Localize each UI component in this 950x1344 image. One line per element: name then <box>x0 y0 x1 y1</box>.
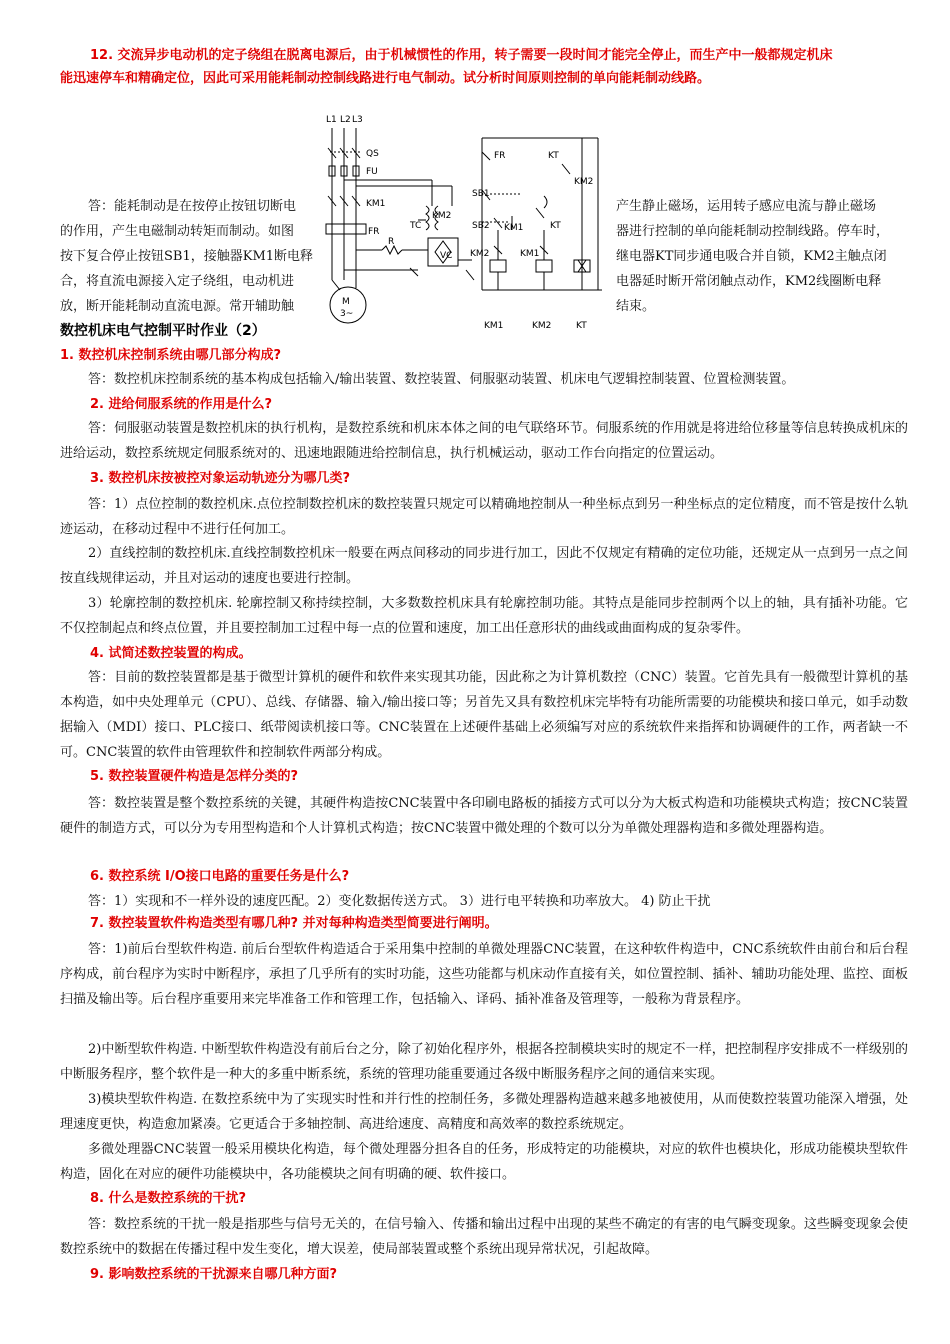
diagram-label: KM2 <box>532 321 552 331</box>
section-heading: 数控机床电气控制平时作业（2） <box>60 323 266 339</box>
diagram-label: FU <box>366 167 378 177</box>
diagram-label: 3~ <box>340 309 354 319</box>
question-12-title <box>60 44 910 90</box>
diagram-label: KT <box>576 321 587 331</box>
answer-1: 答：数控机床控制系统的基本构成包括输入/输出装置、数控装置、伺服驱动装置、机床电气逻辑控制装置、位置检测装置。 <box>88 372 795 387</box>
diagram-label: KT <box>550 221 561 231</box>
answer-6: 答：1）实现和不一样外设的速度匹配。2）变化数据传送方式。 3）进行电平转换和功率放大。 4) 防止干扰 <box>88 894 711 909</box>
answer-line: 的作用，产生电磁制动转矩而制动。如图 <box>60 224 295 239</box>
question-5: 5. 数控装置硬件构造是怎样分类的? <box>90 769 299 784</box>
diagram-label: SB2 <box>472 221 490 231</box>
question-6: 6. 数控系统 I/O接口电路的重要任务是什么? <box>90 869 350 884</box>
answer-7-part-1: 答：1)前后台型软件构造. 前后台型软件构造适合于采用集中控制的单微处理器CNC装置，在这种软件构造中，CNC系统软件由前台和后台程序构成，前台程序为实时中断程序，承担了几乎所有的实时功能，这些功能都与机床动作直接有关，如位置控制、插补、辅助功能处理、监控、面板扫描及输出等。后台程序重要用来完毕准备工作和管理工作，包括输入、译码、插补准备及管理等，一般称为背景程序。 <box>60 942 908 1007</box>
diagram-label: L2 <box>340 115 351 125</box>
question-12-answer-right <box>616 194 908 319</box>
question-12-title-line-2: 能迅速停车和精确定位，因此可采用能耗制动控制线路进行电气制动。试分析时间原则控制的单向能耗制动线路。 <box>60 71 711 86</box>
answer-line: 按下复合停止按钮SB1，接触器KM1断电释 <box>60 249 314 264</box>
question-9: 9. 影响数控系统的干扰源来自哪几种方面? <box>90 1267 338 1282</box>
diagram-label: M <box>342 297 350 307</box>
diagram-label: FR <box>494 151 506 161</box>
answer-8: 答：数控系统的干扰一般是指那些与信号无关的，在信号输入、传播和输出过程中出现的某些不确定的有害的电气瞬变现象。这些瞬变现象会使数控系统中的数据在传播过程中发生变化，增大误差，使局部装置或整个系统出现异常状况，引起故障。 <box>60 1217 908 1257</box>
answer-line: 继电器KT同步通电吸合并自锁，KM2主触点闭 <box>616 249 887 264</box>
question-1: 1. 数控机床控制系统由哪几部分构成? <box>60 348 282 363</box>
energy-braking-circuit-diagram <box>322 110 614 338</box>
question-3: 3. 数控机床按被控对象运动轨迹分为哪几类? <box>90 471 351 486</box>
answer-line: 合，将直流电源接入定子绕组，电动机进 <box>60 274 295 289</box>
diagram-label: KM1 <box>504 223 524 233</box>
question-8: 8. 什么是数控系统的干扰? <box>90 1191 247 1206</box>
diagram-label: VC <box>440 251 453 261</box>
diagram-label: KM1 <box>366 199 386 209</box>
diagram-label: FR <box>368 227 380 237</box>
diagram-label: QS <box>366 149 379 159</box>
answer-line: 结束。 <box>616 299 656 314</box>
answer-3-part-2: 2）直线控制的数控机床.直线控制数控机床一般要在两点间移动的同步进行加工，因此不仅规定有精确的定位功能，还规定从一点到另一点之间按直线规律运动，并且对运动的速度也要进行控制。 <box>60 546 908 586</box>
answer-7-part-3: 3)模块型软件构造. 在数控系统中为了实现实时性和并行性的控制任务，多微处理器构造越来越多地被使用，从而使数控装置功能深入增强，处理速度更快，构造愈加紧凑。它更适合于多轴控制、高进给速度、高精度和高效率的数控系统规定。 <box>60 1092 908 1132</box>
answer-line: 放，断开能耗制动直流电源。常开辅助触 <box>60 299 295 314</box>
answer-7-part-2: 2)中断型软件构造. 中断型软件构造没有前后台之分，除了初始化程序外，根据各控制模块实时的规定不一样，把控制程序安排成不一样级别的中断服务程序，整个软件是一种大的多重中断系统，系统的管理功能重要通过各级中断服务程序之间的通信来实现。 <box>60 1042 908 1082</box>
answer-line: 产生静止磁场，运用转子感应电流与静止磁场 <box>616 199 877 214</box>
answer-line: 答：能耗制动是在按停止按钮切断电 <box>88 199 297 214</box>
question-7: 7. 数控装置软件构造类型有哪几种? 并对每种构造类型简要进行阐明。 <box>90 916 498 931</box>
diagram-label: KT <box>548 151 559 161</box>
diagram-label: KM2 <box>470 249 490 259</box>
diagram-label: L3 <box>352 115 363 125</box>
question-12-title-line-1: 12. 交流异步电动机的定子绕组在脱离电源后，由于机械惯性的作用，转子需要一段时间才能完全停止，而生产中一般都规定机床 <box>90 48 833 63</box>
answer-4: 答：目前的数控装置都是基于微型计算机的硬件和软件来实现其功能，因此称之为计算机数控（CNC）装置。它首先具有一般微型计算机的基本构造，如中央处理单元（CPU）、总线、存储器、输入/输出接口等；另首先又具有数控机床完毕特有功能所需要的功能模块和接口单元，如手动数据输入（MDI）接口、PLC接口、纸带阅读机接口等。CNC装置在上述硬件基础上必须编写对应的系统软件来指挥和协调硬件的工作，两者缺一不可。CNC装置的软件由管理软件和控制软件两部分构成。 <box>60 670 908 760</box>
answer-line: 器进行控制的单向能耗制动控制线路。停车时， <box>616 224 890 239</box>
answer-2: 答：伺服驱动装置是数控机床的执行机构，是数控系统和机床本体之间的电气联络环节。伺服系统的作用就是将进给位移量等信息转换成机床的进给运动，数控系统规定伺服系统对的、迅速地跟随进给控制信息，执行机械运动，驱动工作台向指定的位置运动。 <box>60 421 908 461</box>
answer-line: 电器延时断开常闭触点动作，KM2线圈断电释 <box>616 274 882 289</box>
question-2: 2. 进给伺服系统的作用是什么? <box>90 397 273 412</box>
answer-5: 答：数控装置是整个数控系统的关键，其硬件构造按CNC装置中各印刷电路板的插接方式可以分为大板式构造和功能模块式构造；按CNC装置硬件的制造方式，可以分为专用型构造和个人计算机式构造；按CNC装置中微处理的个数可以分为单微处理器构造和多微处理器构造。 <box>60 796 908 836</box>
diagram-label: TC <box>410 221 422 231</box>
answer-3-part-1: 答：1）点位控制的数控机床.点位控制数控机床的数控装置只规定可以精确地控制从一种坐标点到另一种坐标点的定位精度，而不管是按什么轨迹运动，在移动过程中不进行任何加工。 <box>60 497 908 537</box>
diagram-label: SB1 <box>472 189 490 199</box>
answer-7-part-4: 多微处理器CNC装置一般采用模块化构造，每个微处理器分担各自的任务，形成特定的功能模块，对应的软件也模块化，形成功能模块型软件构造，固化在对应的硬件功能模块中，各功能模块之间有明确的硬、软件接口。 <box>60 1142 908 1182</box>
question-12-answer-left <box>60 194 322 319</box>
diagram-label: L1 <box>326 115 337 125</box>
diagram-label: R <box>388 237 395 247</box>
diagram-label: KM1 <box>484 321 504 331</box>
answer-3-part-3: 3）轮廓控制的数控机床. 轮廓控制又称持续控制，大多数数控机床具有轮廓控制功能。其特点是能同步控制两个以上的轴，具有插补功能。它不仅控制起点和终点位置，并且要控制加工过程中每一点的位置和速度，加工出任意形状的曲线或曲面构成的复杂零件。 <box>60 596 908 636</box>
diagram-label: KM1 <box>520 249 540 259</box>
question-4: 4. 试简述数控装置的构成。 <box>90 646 252 661</box>
diagram-label: KM2 <box>574 177 594 187</box>
diagram-label: KM2 <box>432 211 452 221</box>
